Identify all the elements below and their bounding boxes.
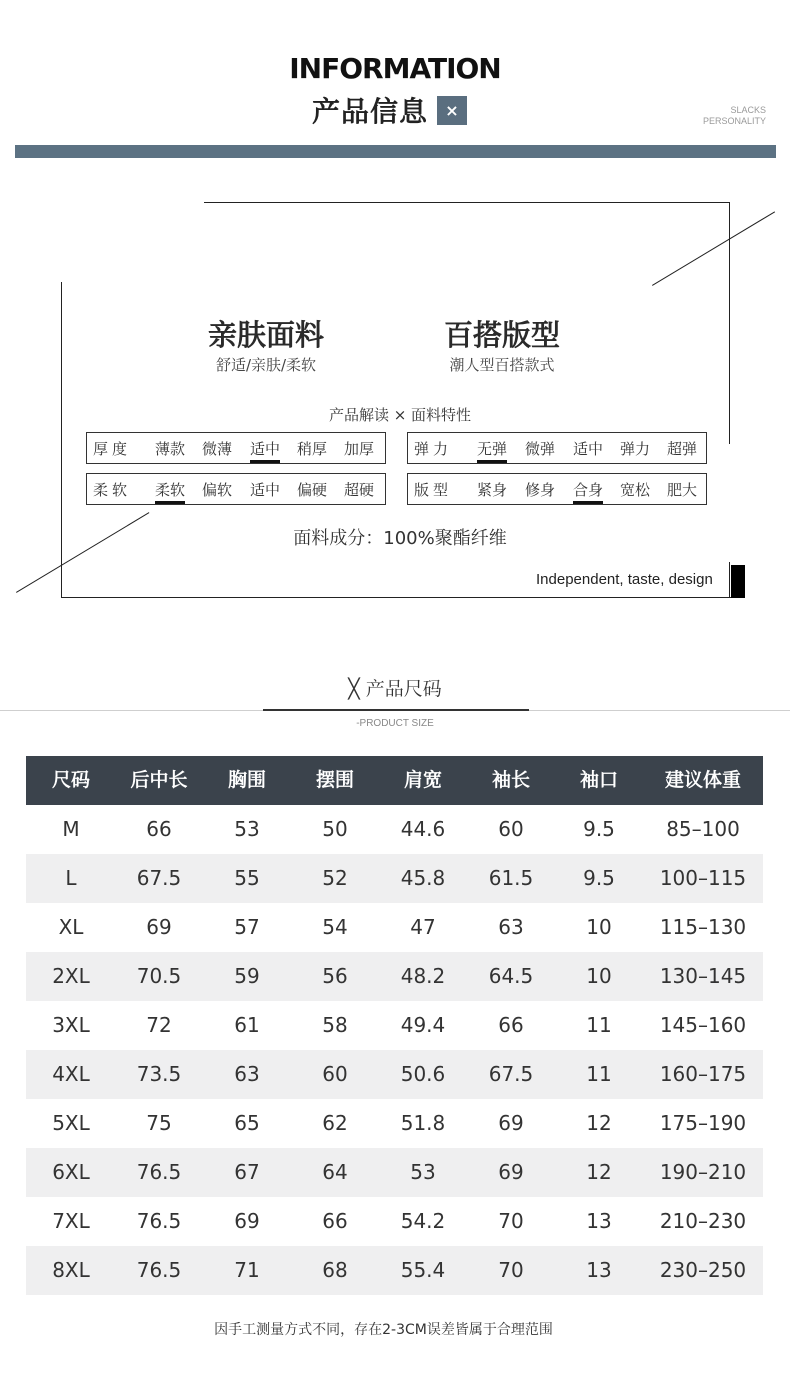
- table-cell: 50.6: [400, 1062, 446, 1086]
- table-cell: 11: [586, 1013, 612, 1037]
- fabric-composition: 面料成分：100%聚酯纤维: [293, 528, 507, 549]
- table-cell: 61: [234, 1013, 260, 1037]
- table-cell: 49.4: [400, 1013, 446, 1037]
- table-header-row: [26, 756, 763, 805]
- table-cell: 69: [146, 915, 172, 939]
- table-header-cell: 建议体重: [664, 769, 741, 791]
- param-option: 柔软: [155, 481, 186, 499]
- table-cell: 11: [586, 1062, 612, 1086]
- table-row: [26, 854, 763, 903]
- table-cell: 76.5: [136, 1209, 182, 1233]
- table-header-cell: 胸围: [227, 769, 266, 791]
- param-label: 柔软: [93, 481, 132, 499]
- table-row: [26, 1099, 763, 1148]
- param-option: 无弹: [477, 440, 508, 458]
- table-cell: 10: [586, 915, 612, 939]
- table-cell: 44.6: [400, 817, 446, 841]
- feature-subtitle: 潮人型百搭款式: [449, 356, 555, 374]
- table-cell: 115–130: [659, 915, 747, 939]
- table-cell: 70: [498, 1209, 524, 1233]
- param-option: 适中: [250, 481, 281, 499]
- table-cell: M: [62, 817, 80, 841]
- table-header-cell: 肩宽: [403, 769, 442, 791]
- close-icon: ×: [437, 96, 467, 125]
- param-option: 弹力: [620, 440, 651, 458]
- table-cell: 59: [234, 964, 260, 988]
- table-cell: 57: [234, 915, 260, 939]
- table-cell: 76.5: [136, 1160, 182, 1184]
- decor-diagonal-line: [652, 211, 775, 286]
- table-cell: 9.5: [583, 817, 615, 841]
- table-cell: 3XL: [52, 1013, 90, 1037]
- table-cell: 45.8: [400, 866, 446, 890]
- table-row: [26, 1246, 763, 1295]
- table-cell: 56: [322, 964, 348, 988]
- param-label: 版型: [414, 481, 453, 499]
- side-tagline: [703, 105, 766, 127]
- table-cell: 70: [498, 1258, 524, 1282]
- table-cell: 71: [234, 1258, 260, 1282]
- table-cell: 47: [410, 915, 436, 939]
- table-cell: 67.5: [136, 866, 182, 890]
- param-option: 超弹: [667, 440, 698, 458]
- table-cell: 53: [410, 1160, 436, 1184]
- table-cell: 75: [146, 1111, 172, 1135]
- side-tagline-line1: SLACKS: [730, 105, 766, 115]
- table-cell: 7XL: [52, 1209, 90, 1233]
- table-cell: 70.5: [136, 964, 182, 988]
- table-cell: 175–190: [659, 1111, 747, 1135]
- table-header-cell: 尺码: [51, 769, 90, 791]
- table-cell: 54.2: [400, 1209, 446, 1233]
- table-cell: 55.4: [400, 1258, 446, 1282]
- table-cell: 65: [234, 1111, 260, 1135]
- param-option: 适中: [573, 440, 604, 458]
- table-cell: 2XL: [52, 964, 90, 988]
- table-header-cell: 袖口: [579, 769, 618, 791]
- table-cell: 58: [322, 1013, 348, 1037]
- table-cell: 73.5: [136, 1062, 182, 1086]
- table-cell: 48.2: [400, 964, 446, 988]
- table-cell: 50: [322, 817, 348, 841]
- frame-line-top: [204, 202, 730, 203]
- table-cell: 66: [322, 1209, 348, 1233]
- size-section-subtitle: -PRODUCT SIZE: [356, 718, 434, 729]
- param-label: 弹力: [414, 440, 453, 458]
- table-cell: 55: [234, 866, 260, 890]
- table-cell: 68: [322, 1258, 348, 1282]
- table-cell: 67.5: [488, 1062, 534, 1086]
- table-cell: 67: [234, 1160, 260, 1184]
- param-option: 紧身: [477, 481, 508, 499]
- table-header-cell: 袖长: [491, 769, 530, 791]
- table-cell: 210–230: [659, 1209, 747, 1233]
- table-row: [26, 1148, 763, 1197]
- size-table: [26, 756, 763, 1295]
- table-cell: 8XL: [52, 1258, 90, 1282]
- param-option: 微薄: [202, 440, 233, 458]
- size-section-title: ╳ 产品尺码: [348, 678, 442, 700]
- table-cell: 60: [322, 1062, 348, 1086]
- param-option: 超硬: [344, 481, 375, 499]
- feature-title: 百搭版型: [443, 318, 560, 352]
- table-cell: 54: [322, 915, 348, 939]
- feature-subtitle: 舒适/亲肤/柔软: [215, 356, 317, 374]
- size-divider-accent: [263, 709, 529, 711]
- param-option: 宽松: [620, 481, 651, 499]
- table-cell: 64.5: [488, 964, 534, 988]
- table-cell: 4XL: [52, 1062, 90, 1086]
- param-option: 微弹: [525, 440, 556, 458]
- table-cell: 72: [146, 1013, 172, 1037]
- title-en: INFORMATION: [289, 52, 501, 85]
- param-option: 稍厚: [297, 440, 328, 458]
- table-cell: 145–160: [659, 1013, 747, 1037]
- table-cell: 60: [498, 817, 524, 841]
- table-cell: 61.5: [488, 866, 534, 890]
- param-option: 加厚: [344, 440, 375, 458]
- table-cell: 13: [586, 1258, 612, 1282]
- table-cell: 69: [234, 1209, 260, 1233]
- param-row-softness: [86, 473, 386, 505]
- table-cell: 53: [234, 817, 260, 841]
- param-option: 合身: [573, 481, 604, 499]
- table-cell: 66: [146, 817, 172, 841]
- param-row-elasticity: [407, 432, 707, 464]
- param-row-thickness: [86, 432, 386, 464]
- params-heading: 产品解读 × 面料特性: [328, 406, 472, 424]
- table-cell: 62: [322, 1111, 348, 1135]
- table-cell: 85–100: [666, 817, 740, 841]
- table-cell: 66: [498, 1013, 524, 1037]
- table-cell: 63: [234, 1062, 260, 1086]
- table-cell: 12: [586, 1111, 612, 1135]
- param-option: 适中: [250, 440, 281, 458]
- table-header-cell: 摆围: [315, 769, 354, 791]
- table-cell: 63: [498, 915, 524, 939]
- side-tagline-line2: PERSONALITY: [702, 116, 766, 126]
- param-option: 薄款: [155, 440, 186, 458]
- frame-line-left: [61, 282, 62, 598]
- table-cell: 13: [586, 1209, 612, 1233]
- table-cell: 100–115: [659, 866, 747, 890]
- table-header-cell: 后中长: [130, 769, 188, 791]
- param-label: 厚度: [93, 440, 132, 458]
- table-cell: 230–250: [659, 1258, 747, 1282]
- frame-corner-block: [731, 565, 745, 598]
- measurement-footnote: 因手工测量方式不同，存在2-3CM误差皆属于合理范围: [214, 1322, 553, 1338]
- table-row: [26, 805, 763, 854]
- table-row: [26, 952, 763, 1001]
- table-row: [26, 1001, 763, 1050]
- feature-title: 亲肤面料: [207, 318, 324, 352]
- header-divider-bar: [15, 145, 776, 158]
- table-cell: 76.5: [136, 1258, 182, 1282]
- table-row: [26, 1197, 763, 1246]
- table-cell: 5XL: [52, 1111, 90, 1135]
- table-cell: XL: [58, 915, 84, 939]
- table-cell: 190–210: [659, 1160, 747, 1184]
- table-cell: 69: [498, 1111, 524, 1135]
- table-cell: 130–145: [659, 964, 747, 988]
- table-cell: 52: [322, 866, 348, 890]
- param-option: 修身: [525, 481, 556, 499]
- table-cell: 51.8: [400, 1111, 446, 1135]
- table-row: [26, 1050, 763, 1099]
- frame-line-bottom: [61, 597, 745, 598]
- table-cell: L: [65, 866, 77, 890]
- table-cell: 160–175: [659, 1062, 747, 1086]
- title-cn: 产品信息: [312, 95, 429, 128]
- table-cell: 6XL: [52, 1160, 90, 1184]
- table-cell: 10: [586, 964, 612, 988]
- param-option: 偏软: [202, 481, 233, 499]
- table-cell: 12: [586, 1160, 612, 1184]
- param-option: 偏硬: [297, 481, 328, 499]
- param-row-fit: [407, 473, 707, 505]
- table-cell: 9.5: [583, 866, 615, 890]
- table-cell: 69: [498, 1160, 524, 1184]
- slogan: Independent, taste, design: [536, 571, 713, 588]
- frame-line-right-lower: [729, 562, 730, 598]
- param-option: 肥大: [667, 481, 698, 499]
- table-cell: 64: [322, 1160, 348, 1184]
- table-row: [26, 903, 763, 952]
